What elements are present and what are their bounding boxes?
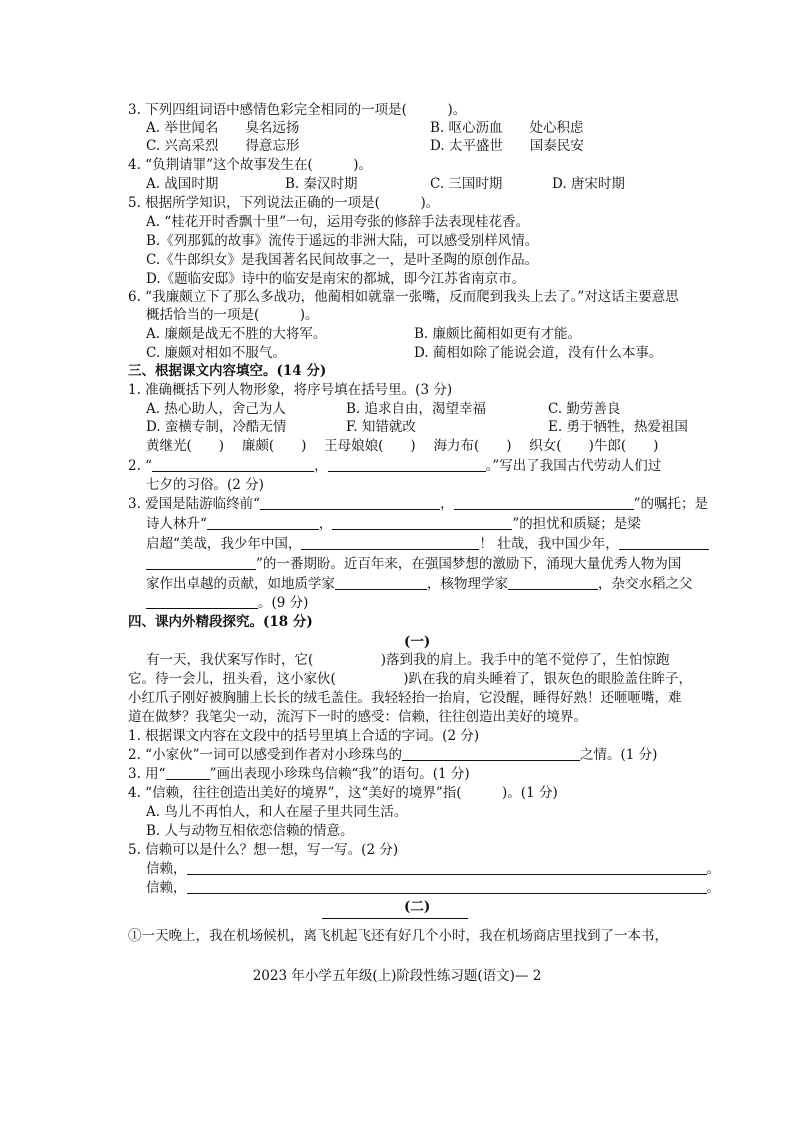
s4-passage-line3: 小红爪子刚好被胸脯上长长的绒毛盖住。我轻轻抬一抬肩，它没醒，睡得好熟！还咂咂嘴，难 bbox=[128, 690, 682, 706]
s3-q1-option-e: E. 勇于牺牲，热爱祖国 bbox=[548, 419, 688, 435]
q6-option-c: C. 廉颇对相如不服气。 bbox=[146, 345, 286, 361]
answer-blank-1[interactable] bbox=[187, 860, 707, 875]
s3-q1-option-c: C. 勤劳善良 bbox=[548, 401, 621, 417]
s4-q3-text-a: 3. 用“ bbox=[128, 766, 166, 782]
s3-q3-text-g: 启超“美哉，我少年中国， bbox=[146, 536, 302, 552]
s3-q3-text-f: ”的担忧和质疑；是梁 bbox=[512, 516, 641, 532]
s4-q2-text-a: 2. “小家伙”一词可以感受到作者对小珍珠鸟的 bbox=[128, 747, 402, 763]
s3-q3-text-l: ，杂交水稻之父 bbox=[598, 576, 693, 592]
blank[interactable] bbox=[335, 575, 427, 590]
s3-q3-line1 bbox=[128, 495, 708, 513]
s4-q5-answer-line1 bbox=[146, 860, 720, 878]
s3-q3-text-b: ， bbox=[440, 496, 454, 512]
s4-q1: 1. 根据课文内容在文段中的括号里填上合适的字词。(2 分) bbox=[128, 728, 480, 744]
s3-q1-option-d: D. 蛮横专制，冷酷无情 bbox=[146, 419, 287, 435]
s4-part2-passage-line1: ①一天晚上，我在机场候机，离飞机起飞还有好几个小时，我在机场商店里找到了一本书， bbox=[128, 928, 668, 944]
q4-stem: 4. “负荆请罪”这个故事发生在( )。 bbox=[128, 157, 373, 173]
s4-part1-heading: (一) bbox=[404, 634, 431, 650]
s4-q4-stem: 4. “信赖，往往创造出美好的境界”，这“美好的境界”指( )。(1 分) bbox=[128, 785, 558, 801]
q6-stem-line2: 概括恰当的一项是( )。 bbox=[146, 307, 319, 323]
blank[interactable] bbox=[166, 765, 210, 780]
s3-q1-option-f: F. 知错就改 bbox=[346, 419, 416, 435]
s3-q3-text-d: 诗人林升“ bbox=[146, 516, 207, 532]
section-4-title: 四、课内外精段探究。(18 分) bbox=[128, 614, 313, 630]
blank[interactable] bbox=[260, 495, 440, 510]
s3-q2-line2: 七夕的习俗。(2 分) bbox=[146, 477, 264, 493]
s3-q1-people: 黄继光( ) 廉颇( ) 王母娘娘( ) 海力布( ) 织女( )牛郎( ) bbox=[146, 438, 659, 454]
s4-q4-option-a: A. 鸟儿不再怕人，和人在屋子里共同生活。 bbox=[146, 804, 408, 820]
s3-q3-text-c: ”的嘱托；是 bbox=[633, 496, 708, 512]
q5-option-c: C.《牛郎织女》是我国著名民间故事之一，是叶圣陶的原创作品。 bbox=[146, 252, 539, 268]
s4-q5-label-1: 信赖， bbox=[146, 861, 187, 877]
q5-option-b: B.《列那狐的故事》流传于遥远的非洲大陆，可以感受别样风情。 bbox=[146, 233, 539, 249]
s3-q3-line3 bbox=[146, 535, 709, 553]
blank[interactable] bbox=[332, 515, 512, 530]
blank[interactable] bbox=[146, 594, 258, 609]
blank[interactable] bbox=[207, 515, 319, 530]
s3-q2-comma: ， bbox=[314, 458, 328, 474]
s3-q3-line2 bbox=[146, 515, 641, 533]
s4-passage-line4: 道在做梦？我笔尖一动，流泻下一时的感受：信赖，往往创造出美好的境界。 bbox=[128, 709, 587, 725]
s3-q3-line6 bbox=[146, 594, 308, 612]
s3-q3-text-e: ， bbox=[318, 516, 333, 532]
blank[interactable] bbox=[402, 746, 580, 761]
section-3-title: 三、根据课文内容填空。(14 分) bbox=[128, 363, 327, 379]
s3-q2-line1 bbox=[128, 457, 661, 475]
s3-q1-stem: 1. 准确概括下列人物形象，将序号填在括号里。(3 分) bbox=[128, 382, 453, 398]
s4-q5-period-1: 。 bbox=[706, 861, 720, 877]
q4-option-b: B. 秦汉时期 bbox=[285, 176, 358, 192]
q6-stem-line1: 6. “我廉颇立下了那么多战功，他蔺相如就靠一张嘴，反而爬到我头上去了。”对这话主要意思 bbox=[128, 289, 679, 305]
s3-q3-text-i: ”的一番期盼。近百年来，在强国梦想的激励下，涌现大量优秀人物为国 bbox=[256, 556, 682, 572]
q3-option-c: C. 兴高采烈 得意忘形 bbox=[146, 138, 300, 154]
blank[interactable] bbox=[454, 495, 634, 510]
q5-stem: 5. 根据所学知识，下列说法正确的一项是( )。 bbox=[128, 195, 440, 211]
q6-option-a: A. 廉颇是战无不胜的大将军。 bbox=[146, 326, 327, 342]
q4-option-a: A. 战国时期 bbox=[146, 176, 219, 192]
q4-option-d: D. 唐宋时期 bbox=[552, 176, 625, 192]
s3-q3-text-m: 。(9 分) bbox=[258, 595, 309, 611]
s3-q3-text-h: ！ 壮哉，我中国少年， bbox=[479, 536, 619, 552]
answer-blank-2[interactable] bbox=[187, 879, 707, 894]
s4-q5-label-2: 信赖， bbox=[146, 880, 187, 896]
blank[interactable] bbox=[328, 457, 486, 472]
blank[interactable] bbox=[146, 555, 256, 570]
s3-q2-open-quote: 2. “ bbox=[128, 458, 153, 474]
s3-q3-text-k: ，核物理学家 bbox=[427, 576, 508, 592]
s4-part2-heading: (二) bbox=[404, 899, 431, 915]
page-footer: 2023 年小学五年级(上)阶段性练习题(语文)— 2 bbox=[252, 968, 542, 984]
s4-q5-stem: 5. 信赖可以是什么？想一想，写一写。(2 分) bbox=[128, 842, 399, 858]
q3-option-d: D. 太平盛世 国泰民安 bbox=[430, 138, 584, 154]
s4-q4-option-b: B. 人与动物互相依恋信赖的情意。 bbox=[146, 823, 354, 839]
blank[interactable] bbox=[152, 457, 314, 472]
s4-q3 bbox=[128, 765, 470, 783]
blank[interactable] bbox=[619, 535, 709, 550]
q4-option-c: C. 三国时期 bbox=[430, 176, 503, 192]
q5-option-d: D.《题临安邸》诗中的临安是南宋的都城，即今江苏省南京市。 bbox=[146, 271, 526, 287]
q3-option-b: B. 呕心沥血 处心积虑 bbox=[430, 120, 584, 136]
s3-q3-text-a: 3. 爱国是陆游临终前“ bbox=[128, 496, 261, 512]
s4-q2 bbox=[128, 746, 657, 764]
s4-q3-text-b: ”画出表现小珍珠鸟信赖“我”的语句。(1 分) bbox=[209, 766, 470, 782]
s4-q5-answer-line2 bbox=[146, 879, 720, 897]
s4-q2-text-b: 之情。(1 分) bbox=[579, 747, 658, 763]
s4-q5-period-2: 。 bbox=[706, 880, 720, 896]
q3-option-a: A. 举世闻名 臭名远扬 bbox=[146, 120, 300, 136]
q3-stem: 3. 下列四组词语中感情色彩完全相同的一项是( )。 bbox=[128, 102, 467, 118]
title-blank-line[interactable] bbox=[322, 918, 468, 919]
s3-q3-text-j: 家作出卓越的贡献，如地质学家 bbox=[146, 576, 335, 592]
s3-q1-option-a: A. 热心助人，舍己为人 bbox=[146, 401, 286, 417]
s3-q2-tail: 。”写出了我国古代劳动人们过 bbox=[485, 458, 662, 474]
s3-q3-line5 bbox=[146, 575, 693, 593]
s4-passage-line1: 有一天，我伏案写作时，它( )落到我的肩上。我手中的笔不觉停了，生怕惊跑 bbox=[146, 652, 670, 668]
s3-q3-line4 bbox=[146, 555, 681, 573]
blank[interactable] bbox=[508, 575, 598, 590]
s4-passage-line2: 它。待一会儿，扭头看，这小家伙( )趴在我的肩头睡着了，银灰色的眼脸盖住眸子， bbox=[128, 671, 693, 687]
blank[interactable] bbox=[301, 535, 479, 550]
q5-option-a: A. “桂花开时香飘十里”一句，运用夸张的修辞手法表现桂花香。 bbox=[146, 214, 530, 230]
q6-option-d: D. 蔺相如除了能说会道，没有什么本事。 bbox=[414, 345, 663, 361]
s3-q1-option-b: B. 追求自由，渴望幸福 bbox=[346, 401, 487, 417]
q6-option-b: B. 廉颇比蔺相如更有才能。 bbox=[414, 326, 582, 342]
